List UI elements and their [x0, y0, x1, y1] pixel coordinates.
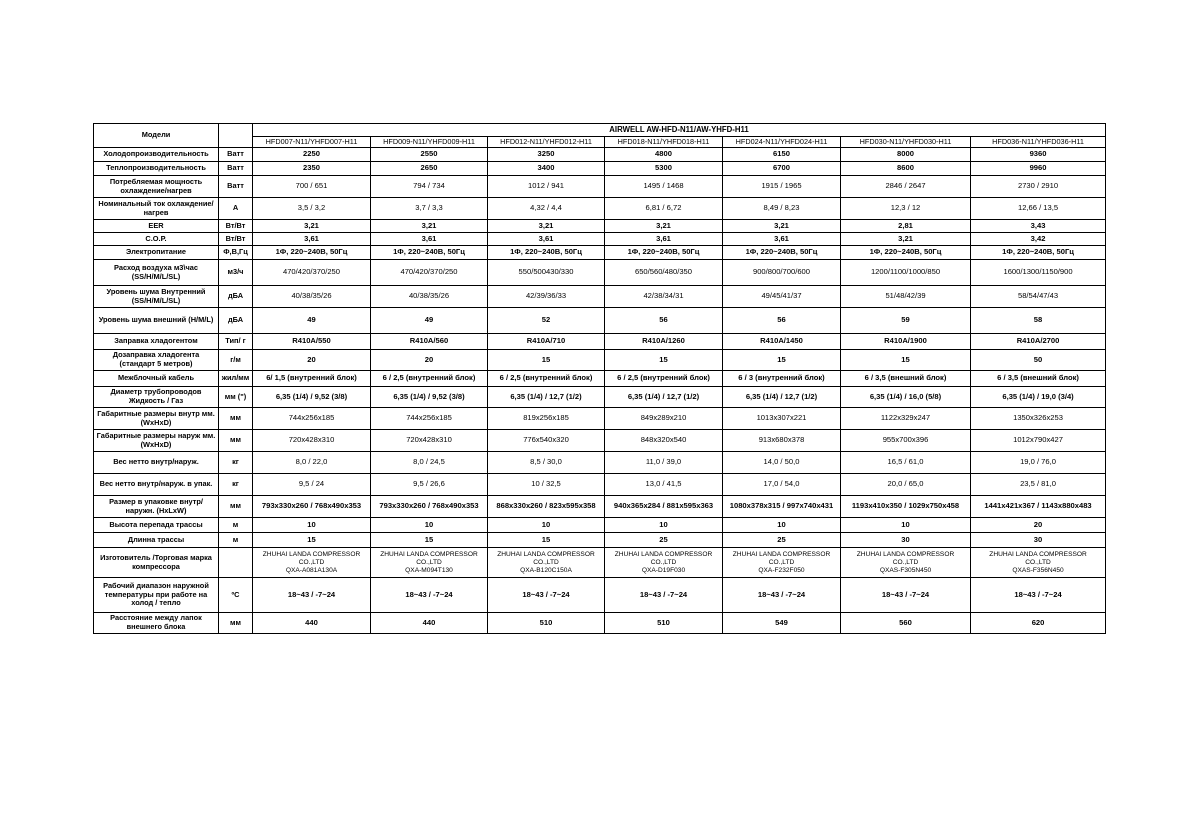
row-value: 6 / 2,5 (внутренний блок) [371, 371, 488, 387]
row-value: R410A/550 [253, 334, 371, 350]
row-value: 560 [841, 613, 971, 634]
row-value: 6,35 (1/4) / 19,0 (3/4) [971, 387, 1106, 408]
row-value: 549 [723, 613, 841, 634]
row-value: 6150 [723, 148, 841, 162]
row-value: 6,81 / 6,72 [605, 198, 723, 220]
row-value: 18~43 / -7~24 [841, 578, 971, 613]
row-unit: мм [219, 430, 253, 452]
row-value: R410A/1450 [723, 334, 841, 350]
row-value: 18~43 / -7~24 [253, 578, 371, 613]
row-value: 793x330x260 / 768x490x353 [253, 496, 371, 518]
row-value: 15 [253, 533, 371, 548]
row-value: 3,61 [371, 233, 488, 246]
spec-row [94, 246, 1106, 260]
row-value: 13,0 / 41,5 [605, 474, 723, 496]
row-value: R410A/710 [488, 334, 605, 350]
spec-row [94, 148, 1106, 162]
row-value: 10 [253, 518, 371, 533]
row-label: Изготовитель /Торговая марка компрессора [94, 548, 219, 578]
row-value: 9,5 / 26,6 [371, 474, 488, 496]
row-value: 2350 [253, 162, 371, 176]
row-value: 1350x326x253 [971, 408, 1106, 430]
row-unit: м [219, 518, 253, 533]
spec-row [94, 533, 1106, 548]
row-value: 1Ф, 220~240В, 50Гц [253, 246, 371, 260]
row-value: 15 [723, 350, 841, 371]
row-label: Габаритные размеры внутр мм. (WxHxD) [94, 408, 219, 430]
compressor-line: ZHUHAI LANDA COMPRESSOR [380, 550, 478, 558]
row-value: 42/38/34/31 [605, 286, 723, 308]
spec-row [94, 452, 1106, 474]
model-header: HFD024-N11/YHFD024-H11 [723, 137, 841, 148]
row-value [841, 548, 971, 578]
row-label: Межблочный кабель [94, 371, 219, 387]
compressor-line: ZHUHAI LANDA COMPRESSOR [732, 550, 831, 558]
compressor-line: QXA-D19F030 [641, 566, 686, 574]
row-value: 14,0 / 50,0 [723, 452, 841, 474]
row-value: 30 [841, 533, 971, 548]
row-value: 1Ф, 220~240В, 50Гц [841, 246, 971, 260]
spec-row [94, 334, 1106, 350]
row-value: 6 / 3,5 (внешний блок) [841, 371, 971, 387]
row-value [253, 548, 371, 578]
compressor-line: CO.,LTD [650, 558, 677, 566]
row-value: 12,66 / 13,5 [971, 198, 1106, 220]
row-value: 1012 / 941 [488, 176, 605, 198]
row-label: Заправка хладогентом [94, 334, 219, 350]
row-label: Вес нетто внутр/наруж. [94, 452, 219, 474]
row-value: 2650 [371, 162, 488, 176]
row-value: 6,35 (1/4) / 9,52 (3/8) [253, 387, 371, 408]
compressor-line: ZHUHAI LANDA COMPRESSOR [497, 550, 595, 558]
header-models-label: Модели [94, 124, 219, 148]
spec-row [94, 220, 1106, 233]
row-value: 16,5 / 61,0 [841, 452, 971, 474]
spec-row [94, 308, 1106, 334]
row-value: 9960 [971, 162, 1106, 176]
row-label: Потребляемая мощность охлаждение/нагрев [94, 176, 219, 198]
row-value: 744x256x185 [371, 408, 488, 430]
row-label: EER [94, 220, 219, 233]
row-value: 1013x307x221 [723, 408, 841, 430]
row-value [605, 548, 723, 578]
row-value: 1Ф, 220~240В, 50Гц [605, 246, 723, 260]
row-value: 25 [605, 533, 723, 548]
row-value: 1441x421x367 / 1143x880x483 [971, 496, 1106, 518]
row-value: 3,5 / 3,2 [253, 198, 371, 220]
row-value: 1495 / 1468 [605, 176, 723, 198]
row-value: R410A/560 [371, 334, 488, 350]
row-unit [219, 548, 253, 578]
row-value: 10 [371, 518, 488, 533]
row-value: 1193x410x350 / 1029x750x458 [841, 496, 971, 518]
model-header: HFD007-N11/YHFD007-H11 [253, 137, 371, 148]
spec-table [93, 123, 1106, 634]
row-value: 2250 [253, 148, 371, 162]
row-value: 940x365x284 / 881x595x363 [605, 496, 723, 518]
row-value: 40/38/35/26 [253, 286, 371, 308]
brand-header: AIRWELL AW-HFD-N11/AW-YHFD-H11 [253, 124, 1106, 137]
row-value: 470/420/370/250 [253, 260, 371, 286]
row-value: 470/420/370/250 [371, 260, 488, 286]
row-value: 20 [253, 350, 371, 371]
row-value: 15 [605, 350, 723, 371]
row-unit: мм [219, 408, 253, 430]
model-header: HFD036-N11/YHFD036-H11 [971, 137, 1106, 148]
row-value: 6,35 (1/4) / 12,7 (1/2) [723, 387, 841, 408]
row-value: 3,61 [253, 233, 371, 246]
row-value: 1Ф, 220~240В, 50Гц [371, 246, 488, 260]
row-value: 9,5 / 24 [253, 474, 371, 496]
spec-row [94, 578, 1106, 613]
model-header: HFD012-N11/YHFD012-H11 [488, 137, 605, 148]
row-value: 8,0 / 22,0 [253, 452, 371, 474]
row-value: 700 / 651 [253, 176, 371, 198]
model-header: HFD030-N11/YHFD030-H11 [841, 137, 971, 148]
row-label: Расстояние между лапок внешнего блока [94, 613, 219, 634]
row-unit: дБА [219, 308, 253, 334]
row-value: 59 [841, 308, 971, 334]
row-value: 6 / 2,5 (внутренний блок) [605, 371, 723, 387]
row-value: 3,7 / 3,3 [371, 198, 488, 220]
row-value: 1Ф, 220~240В, 50Гц [488, 246, 605, 260]
row-value [371, 548, 488, 578]
row-value: 18~43 / -7~24 [723, 578, 841, 613]
row-value: 51/48/42/39 [841, 286, 971, 308]
row-value: 10 [723, 518, 841, 533]
row-unit: г/м [219, 350, 253, 371]
row-value: 868x330x260 / 823x595x358 [488, 496, 605, 518]
row-value: 8,49 / 8,23 [723, 198, 841, 220]
row-value [971, 548, 1106, 578]
row-label: Размер в упаковке внутр/наружн. (HxLxW) [94, 496, 219, 518]
row-value: 776x540x320 [488, 430, 605, 452]
row-unit: А [219, 198, 253, 220]
compressor-line: ZHUHAI LANDA COMPRESSOR [989, 550, 1087, 558]
row-value: 23,5 / 81,0 [971, 474, 1106, 496]
compressor-line: CO.,LTD [1025, 558, 1051, 566]
row-value: 3,21 [253, 220, 371, 233]
row-value: 620 [971, 613, 1106, 634]
row-value: 913x680x378 [723, 430, 841, 452]
row-unit: кг [219, 452, 253, 474]
row-value: 4800 [605, 148, 723, 162]
row-label: Теплопроизводительность [94, 162, 219, 176]
spec-row [94, 548, 1106, 578]
row-value: 1122x329x247 [841, 408, 971, 430]
row-value: 11,0 / 39,0 [605, 452, 723, 474]
row-value: 2550 [371, 148, 488, 162]
compressor-line: CO.,LTD [768, 558, 795, 566]
spec-row [94, 198, 1106, 220]
spec-row [94, 430, 1106, 452]
row-value: 3,42 [971, 233, 1106, 246]
row-value: 50 [971, 350, 1106, 371]
model-header: HFD018-N11/YHFD018-H11 [605, 137, 723, 148]
model-header: HFD009-N11/YHFD009-H11 [371, 137, 488, 148]
spec-row [94, 496, 1106, 518]
row-unit: Ватт [219, 148, 253, 162]
row-value: 900/800/700/600 [723, 260, 841, 286]
row-unit: кг [219, 474, 253, 496]
row-value: 56 [723, 308, 841, 334]
row-value: 819x256x185 [488, 408, 605, 430]
compressor-line: ZHUHAI LANDA COMPRESSOR [856, 550, 955, 558]
row-label: Электропитание [94, 246, 219, 260]
row-value: 3,21 [605, 220, 723, 233]
row-value: 510 [488, 613, 605, 634]
compressor-line: CO.,LTD [533, 558, 559, 566]
row-value: 650/560/480/350 [605, 260, 723, 286]
spec-row [94, 387, 1106, 408]
row-unit: м [219, 533, 253, 548]
row-value: 3250 [488, 148, 605, 162]
row-value: 3,61 [723, 233, 841, 246]
row-label: Длинна трассы [94, 533, 219, 548]
row-value: 2846 / 2647 [841, 176, 971, 198]
row-value: 8600 [841, 162, 971, 176]
row-value: 18~43 / -7~24 [488, 578, 605, 613]
spec-row [94, 286, 1106, 308]
row-label: Вес нетто внутр/наруж. в упак. [94, 474, 219, 496]
row-value: 58/54/47/43 [971, 286, 1106, 308]
row-value: 6700 [723, 162, 841, 176]
row-value: 1Ф, 220~240В, 50Гц [971, 246, 1106, 260]
row-value: 25 [723, 533, 841, 548]
row-label: Расход воздуха м3\час (SS/H/M/L/SL) [94, 260, 219, 286]
row-value: 18~43 / -7~24 [971, 578, 1106, 613]
compressor-line: QXA-A081A130A [285, 566, 338, 574]
row-value: 6/ 1,5 (внутренний блок) [253, 371, 371, 387]
row-unit: дБА [219, 286, 253, 308]
row-value: 18~43 / -7~24 [605, 578, 723, 613]
row-label: Уровень шума Внутренний (SS/H/M/L/SL) [94, 286, 219, 308]
row-value: 8000 [841, 148, 971, 162]
row-value: 3,21 [371, 220, 488, 233]
row-value: 440 [253, 613, 371, 634]
row-value: R410A/1260 [605, 334, 723, 350]
row-value: 15 [371, 533, 488, 548]
compressor-line: ZHUHAI LANDA COMPRESSOR [614, 550, 713, 558]
row-value: 10 [841, 518, 971, 533]
row-label: Габаритные размеры наруж мм. (WxHxD) [94, 430, 219, 452]
row-value: 20,0 / 65,0 [841, 474, 971, 496]
row-value: 6,35 (1/4) / 12,7 (1/2) [488, 387, 605, 408]
header-unit-cell [219, 124, 253, 148]
row-value: 955x700x396 [841, 430, 971, 452]
row-value: 18~43 / -7~24 [371, 578, 488, 613]
spec-row [94, 474, 1106, 496]
row-unit: Вт/Вт [219, 233, 253, 246]
row-value: 8,5 / 30,0 [488, 452, 605, 474]
compressor-line: QXA-F232F050 [758, 566, 805, 574]
row-value: 15 [841, 350, 971, 371]
row-value: 6 / 3,5 (внешний блок) [971, 371, 1106, 387]
row-value: 3,61 [488, 233, 605, 246]
row-value: 1Ф, 220~240В, 50Гц [723, 246, 841, 260]
row-value: 744x256x185 [253, 408, 371, 430]
spec-row [94, 350, 1106, 371]
compressor-line: QXAS-F356N450 [1012, 566, 1064, 574]
spec-row [94, 162, 1106, 176]
row-label: Высота перепада трассы [94, 518, 219, 533]
row-unit: мм [219, 613, 253, 634]
row-value: 3400 [488, 162, 605, 176]
row-value: 12,3 / 12 [841, 198, 971, 220]
row-label: Холодопроизводительность [94, 148, 219, 162]
row-value: 10 [488, 518, 605, 533]
compressor-line: QXA-M094T130 [405, 566, 453, 574]
row-value: 58 [971, 308, 1106, 334]
row-unit: ºC [219, 578, 253, 613]
row-value: 20 [371, 350, 488, 371]
row-value: 3,21 [723, 220, 841, 233]
row-value [723, 548, 841, 578]
row-value: 3,21 [488, 220, 605, 233]
row-unit: м3/ч [219, 260, 253, 286]
row-value: 8,0 / 24,5 [371, 452, 488, 474]
row-value [488, 548, 605, 578]
compressor-line: QXAS-F305N450 [879, 566, 932, 574]
row-unit: Ватт [219, 176, 253, 198]
row-value: 15 [488, 533, 605, 548]
row-value: 5300 [605, 162, 723, 176]
row-value: 17,0 / 54,0 [723, 474, 841, 496]
row-value: 10 / 32,5 [488, 474, 605, 496]
row-label: Уровень шума внешний (H/M/L) [94, 308, 219, 334]
row-value: 4,32 / 4,4 [488, 198, 605, 220]
spec-row [94, 176, 1106, 198]
row-value: 1080x378x315 / 997x740x431 [723, 496, 841, 518]
row-value: 9360 [971, 148, 1106, 162]
row-value: 440 [371, 613, 488, 634]
row-value: 6,35 (1/4) / 16,0 (5/8) [841, 387, 971, 408]
row-label: Дозаправка хладогента (стандарт 5 метров) [94, 350, 219, 371]
row-label: Диаметр трубопроводов Жидкость / Газ [94, 387, 219, 408]
row-value: 30 [971, 533, 1106, 548]
row-unit: мм [219, 496, 253, 518]
row-value: 20 [971, 518, 1106, 533]
row-value: 3,21 [841, 233, 971, 246]
row-value: 720x428x310 [253, 430, 371, 452]
row-value: 3,43 [971, 220, 1106, 233]
row-value: R410A/2700 [971, 334, 1106, 350]
row-unit: жил/мм [219, 371, 253, 387]
row-value: 10 [605, 518, 723, 533]
row-value: 15 [488, 350, 605, 371]
row-label: Номинальный ток охлаждение/нагрев [94, 198, 219, 220]
row-value: 849x289x210 [605, 408, 723, 430]
row-value: 1012x790x427 [971, 430, 1106, 452]
compressor-line: CO.,LTD [416, 558, 442, 566]
compressor-line: CO.,LTD [892, 558, 919, 566]
row-value: 6 / 3 (внутренний блок) [723, 371, 841, 387]
row-value: 52 [488, 308, 605, 334]
spec-row [94, 233, 1106, 246]
row-unit: Тип/ г [219, 334, 253, 350]
spec-row [94, 260, 1106, 286]
row-value: 3,61 [605, 233, 723, 246]
row-value: 6 / 2,5 (внутренний блок) [488, 371, 605, 387]
row-unit: Ф,В,Гц [219, 246, 253, 260]
row-value: 2730 / 2910 [971, 176, 1106, 198]
compressor-line: CO.,LTD [298, 558, 325, 566]
row-value: 550/500430/330 [488, 260, 605, 286]
row-value: 42/39/36/33 [488, 286, 605, 308]
spec-row [94, 408, 1106, 430]
row-unit: Ватт [219, 162, 253, 176]
spec-row [94, 518, 1106, 533]
row-value: 40/38/35/26 [371, 286, 488, 308]
row-value: 793x330x260 / 768x490x353 [371, 496, 488, 518]
row-unit: мм (") [219, 387, 253, 408]
row-value: 6,35 (1/4) / 9,52 (3/8) [371, 387, 488, 408]
row-value: 6,35 (1/4) / 12,7 (1/2) [605, 387, 723, 408]
row-value: 19,0 / 76,0 [971, 452, 1106, 474]
row-value: 49 [253, 308, 371, 334]
row-value: 1915 / 1965 [723, 176, 841, 198]
row-value: 56 [605, 308, 723, 334]
compressor-line: QXA-B120C150A [520, 566, 572, 574]
row-label: Рабочий диапазон наружной температуры при работе на холод / тепло [94, 578, 219, 613]
row-value: 2,81 [841, 220, 971, 233]
compressor-line: ZHUHAI LANDA COMPRESSOR [262, 550, 361, 558]
spec-row [94, 613, 1106, 634]
spec-row [94, 371, 1106, 387]
row-value: 794 / 734 [371, 176, 488, 198]
row-value: 49/45/41/37 [723, 286, 841, 308]
row-value: 848x320x540 [605, 430, 723, 452]
row-value: 1600/1300/1150/900 [971, 260, 1106, 286]
row-value: 49 [371, 308, 488, 334]
row-value: 720x428x310 [371, 430, 488, 452]
row-label: C.O.P. [94, 233, 219, 246]
row-value: 510 [605, 613, 723, 634]
row-unit: Вт/Вт [219, 220, 253, 233]
row-value: 1200/1100/1000/850 [841, 260, 971, 286]
row-value: R410A/1900 [841, 334, 971, 350]
